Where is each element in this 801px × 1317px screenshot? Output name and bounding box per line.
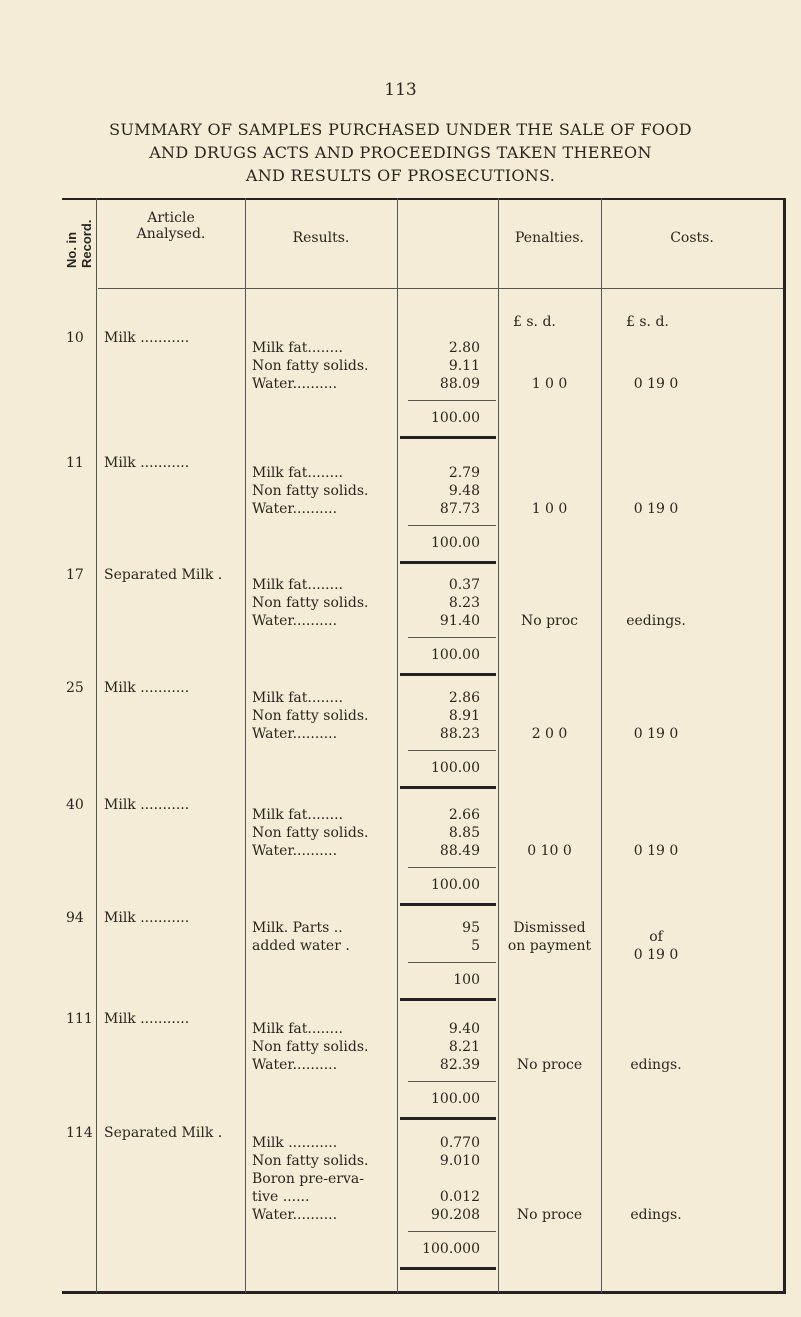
penalty: No proc: [520, 613, 579, 629]
result-total: 100.00: [431, 647, 480, 663]
cost: 0 19 0: [633, 726, 679, 742]
page-number: 113: [384, 80, 417, 100]
result-total: 100: [453, 972, 480, 988]
article-analysed: Milk ...........: [104, 910, 190, 926]
article-analysed: Separated Milk .: [104, 1125, 223, 1141]
col-divider: [498, 198, 499, 1293]
cost: 0 19 0: [633, 376, 679, 392]
penalty: 1 0 0: [531, 501, 568, 517]
article-analysed: Milk ...........: [104, 330, 190, 346]
col-divider: [245, 198, 246, 1293]
result-label: Milk fat........: [252, 577, 343, 593]
result-label: Water..........: [252, 376, 338, 392]
result-label: Water..........: [252, 501, 338, 517]
result-total: 100.00: [431, 877, 480, 893]
result-value: 5: [471, 938, 480, 954]
result-label: Non fatty solids.: [252, 1153, 369, 1169]
cost: 0 19 0: [633, 843, 679, 859]
total-double-rule: [400, 786, 496, 789]
table-top-rule: [62, 198, 786, 200]
total-double-rule: [400, 561, 496, 564]
result-label: Boron pre-erva-: [252, 1171, 364, 1187]
cost: edings.: [630, 1207, 682, 1223]
subtotal-rule: [408, 637, 496, 638]
col-divider: [96, 198, 97, 1293]
subtotal-rule: [408, 750, 496, 751]
subtotal-rule: [408, 400, 496, 401]
result-value: 2.80: [448, 340, 480, 356]
penalty: on payment: [507, 938, 592, 954]
result-label: tive ......: [252, 1189, 310, 1205]
article-analysed: Milk ...........: [104, 680, 190, 696]
penalties-currency: £ s. d.: [513, 314, 556, 330]
result-label: Non fatty solids.: [252, 1039, 369, 1055]
result-value: 8.21: [448, 1039, 480, 1055]
result-value: 82.39: [439, 1057, 480, 1073]
total-double-rule: [400, 1267, 496, 1270]
result-label: Milk fat........: [252, 807, 343, 823]
col-divider: [601, 198, 602, 1293]
article-analysed: Milk ...........: [104, 797, 190, 813]
cost: edings.: [630, 1057, 682, 1073]
result-label: added water .: [252, 938, 350, 954]
subtotal-rule: [408, 867, 496, 868]
result-value: 9.48: [448, 483, 480, 499]
cost: 0 19 0: [633, 947, 679, 963]
record-number: 40: [66, 797, 84, 813]
header-results: Results.: [292, 230, 350, 246]
subtotal-rule: [408, 525, 496, 526]
result-label: Milk fat........: [252, 340, 343, 356]
total-double-rule: [400, 1117, 496, 1120]
result-total: 100.00: [431, 1091, 480, 1107]
cost: 0 19 0: [633, 501, 679, 517]
result-value: 91.40: [439, 613, 480, 629]
result-label: Milk ...........: [252, 1135, 338, 1151]
title-line-2: AND DRUGS ACTS AND PROCEEDINGS TAKEN THEREON: [149, 143, 652, 162]
result-total: 100.000: [422, 1241, 480, 1257]
record-number: 11: [66, 455, 84, 471]
result-label: Non fatty solids.: [252, 483, 369, 499]
result-value: 0.37: [448, 577, 480, 593]
table-bottom-rule: [62, 1291, 786, 1294]
total-double-rule: [400, 903, 496, 906]
result-label: Milk fat........: [252, 465, 343, 481]
cost: of: [649, 929, 663, 945]
result-label: Non fatty solids.: [252, 708, 369, 724]
penalty: 2 0 0: [531, 726, 568, 742]
header-penalties: Penalties.: [515, 230, 584, 246]
result-value: 88.23: [439, 726, 480, 742]
total-double-rule: [400, 673, 496, 676]
penalty: Dismissed: [513, 920, 586, 936]
record-number: 111: [66, 1011, 93, 1027]
result-value: 9.11: [448, 358, 480, 374]
col-divider: [397, 198, 398, 1293]
record-number: 25: [66, 680, 84, 696]
record-number: 94: [66, 910, 84, 926]
penalty: No proce: [516, 1057, 583, 1073]
result-value: 95: [462, 920, 480, 936]
total-double-rule: [400, 436, 496, 439]
title-line-1: SUMMARY OF SAMPLES PURCHASED UNDER THE SALE OF FOOD: [109, 120, 692, 139]
result-value: 88.49: [439, 843, 480, 859]
penalty: No proce: [516, 1207, 583, 1223]
result-label: Milk fat........: [252, 690, 343, 706]
header-no-in-record: [64, 220, 94, 268]
cost: eedings.: [626, 613, 686, 629]
result-value: 8.91: [448, 708, 480, 724]
result-value: 88.09: [439, 376, 480, 392]
result-value: 87.73: [439, 501, 480, 517]
subtotal-rule: [408, 1081, 496, 1082]
result-label: Non fatty solids.: [252, 358, 369, 374]
result-value: 2.66: [448, 807, 480, 823]
title-line-3: AND RESULTS OF PROSECUTIONS.: [245, 166, 556, 185]
penalty: 0 10 0: [527, 843, 572, 859]
article-analysed: Milk ...........: [104, 1011, 190, 1027]
subtotal-rule: [408, 962, 496, 963]
result-value: 0.012: [439, 1189, 480, 1205]
result-label: Non fatty solids.: [252, 595, 369, 611]
article-analysed: Separated Milk .: [104, 567, 223, 583]
header-no-line1: No. in: [64, 231, 79, 268]
result-value: 2.86: [448, 690, 480, 706]
header-rule: [98, 288, 783, 289]
result-label: Water..........: [252, 726, 338, 742]
header-article-line2: Analysed.: [136, 226, 206, 242]
result-value: 9.40: [448, 1021, 480, 1037]
result-label: Milk fat........: [252, 1021, 343, 1037]
result-total: 100.00: [431, 410, 480, 426]
result-value: 90.208: [431, 1207, 480, 1223]
result-value: 9.010: [439, 1153, 480, 1169]
result-value: 8.23: [448, 595, 480, 611]
result-label: Water..........: [252, 1207, 338, 1223]
result-total: 100.00: [431, 535, 480, 551]
result-label: Water..........: [252, 1057, 338, 1073]
article-analysed: Milk ...........: [104, 455, 190, 471]
subtotal-rule: [408, 1231, 496, 1232]
result-value: 2.79: [448, 465, 480, 481]
header-costs: Costs.: [670, 230, 714, 246]
record-number: 10: [66, 330, 84, 346]
header-article: [96, 210, 246, 242]
result-label: Milk. Parts ..: [252, 920, 343, 936]
result-label: Water..........: [252, 843, 338, 859]
record-number: 114: [66, 1125, 93, 1141]
total-double-rule: [400, 998, 496, 1001]
table-right-rule: [783, 198, 786, 1293]
record-number: 17: [66, 567, 84, 583]
header-no-line2: Record.: [79, 219, 94, 268]
costs-currency: £ s. d.: [626, 314, 669, 330]
result-total: 100.00: [431, 760, 480, 776]
result-value: 8.85: [448, 825, 480, 841]
result-label: Non fatty solids.: [252, 825, 369, 841]
result-label: Water..........: [252, 613, 338, 629]
penalty: 1 0 0: [531, 376, 568, 392]
header-article-line1: Article: [147, 210, 195, 226]
result-value: 0.770: [439, 1135, 480, 1151]
